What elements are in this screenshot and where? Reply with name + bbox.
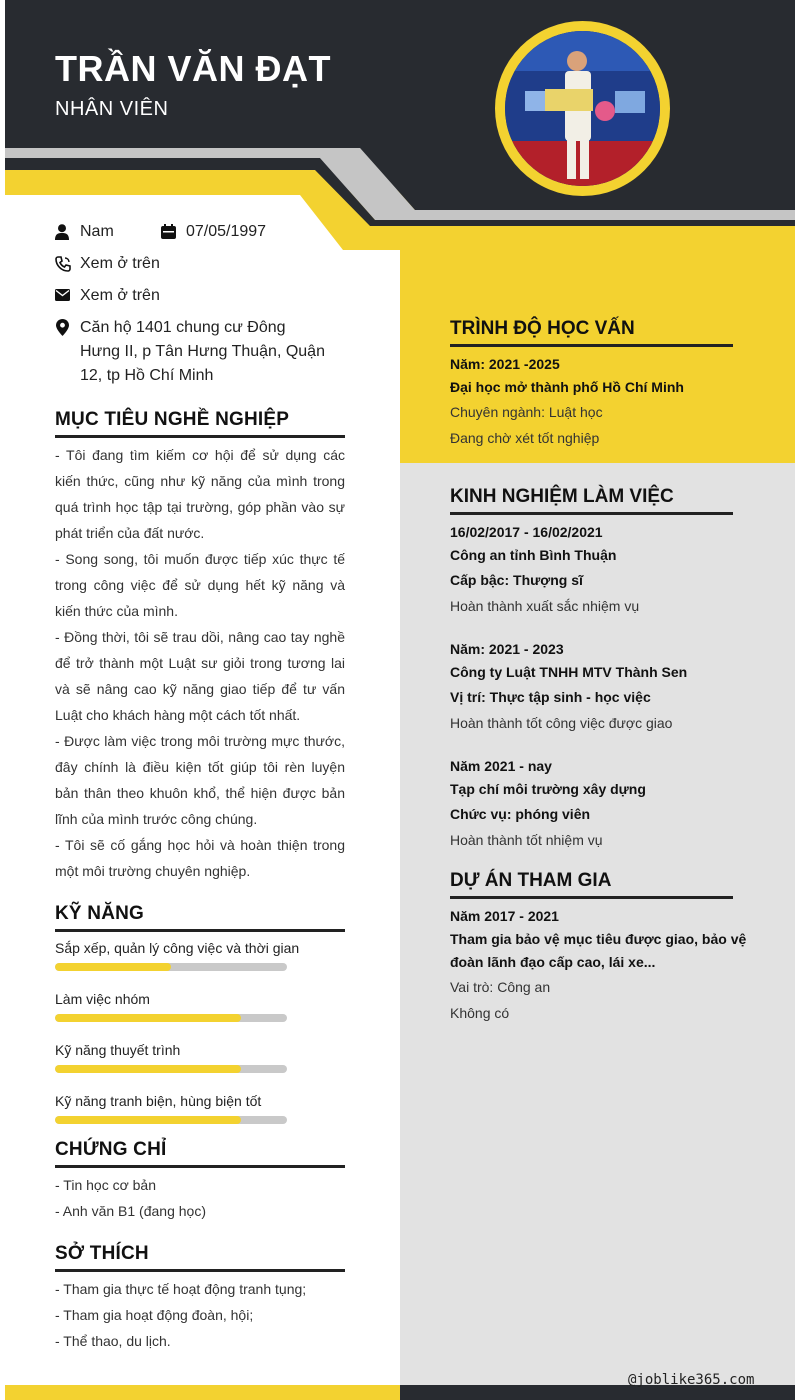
address-line-3: 12, tp Hồ Chí Minh: [80, 367, 214, 384]
objective-paragraph: - Song song, tôi muốn được tiếp xúc thực tế trong công việc để sử dụng hết kỹ năng và kiến thức của mình.: [55, 551, 345, 619]
experience-desc: Hoàn thành tốt nhiệm vụ: [450, 832, 603, 848]
hobby-item: - Thể thao, du lịch.: [55, 1333, 171, 1349]
address-line-2: Hưng II, p Tân Hưng Thuận, Quận: [80, 343, 325, 360]
project-extra: Không có: [450, 1005, 510, 1021]
objective-paragraph: - Được làm việc trong môi trường mực thước, đây chính là điều kiện tốt giúp tôi rèn luyện bản thân theo khuôn khổ, thể hiện được bản lĩnh của mình trước công chúng.: [55, 733, 345, 827]
address-value: [80, 316, 345, 388]
skill-bar: [55, 1065, 287, 1073]
education-major: Chuyên ngành: Luật học: [450, 404, 603, 420]
hobbies-title: SỞ THÍCH: [55, 1243, 345, 1272]
experience-position: Vị trí: Thực tập sinh - học việc: [450, 689, 651, 705]
hobbies-section: [55, 1243, 345, 1354]
education-school: Đại học mở thành phố Hồ Chí Minh: [450, 379, 684, 395]
experience-org: Công ty Luật TNHH MTV Thành Sen: [450, 664, 688, 680]
education-section: [450, 318, 770, 451]
education-period: Năm: 2021 -2025: [450, 356, 560, 372]
skill-name: Làm việc nhóm: [55, 991, 150, 1007]
skill-bar-fill: [55, 1116, 241, 1124]
experience-desc: Hoàn thành xuất sắc nhiệm vụ: [450, 598, 640, 614]
gender-value: Nam: [80, 223, 114, 240]
avatar: [495, 21, 670, 196]
experience-period: Năm 2021 - nay: [450, 758, 552, 774]
mail-icon: [55, 289, 71, 305]
objective-section: [55, 409, 345, 884]
experience-title: KINH NGHIỆM LÀM VIỆC: [450, 486, 733, 515]
experience-period: 16/02/2017 - 16/02/2021: [450, 524, 603, 540]
projects-title: DỰ ÁN THAM GIA: [450, 870, 733, 899]
avatar-illustration: [505, 31, 660, 186]
phone-value: Xem ở trên: [80, 255, 160, 272]
certificate-item: - Tin học cơ bản: [55, 1177, 157, 1193]
watermark: @joblike365.com: [628, 1372, 755, 1388]
hobby-item: - Tham gia thực tế hoạt động tranh tụng;: [55, 1281, 307, 1297]
project-period: Năm 2017 - 2021: [450, 908, 559, 924]
email-value: Xem ở trên: [80, 287, 160, 304]
experience-item: [450, 521, 770, 619]
calendar-icon: [161, 224, 177, 240]
skill-bar: [55, 1116, 287, 1124]
experience-org: Tạp chí môi trường xây dựng: [450, 781, 646, 797]
skill-name: Kỹ năng thuyết trình: [55, 1042, 181, 1058]
experience-org: Công an tỉnh Bình Thuận: [450, 547, 617, 563]
projects-section: [450, 870, 770, 1026]
objective-paragraph: - Tôi sẽ cố gắng học hỏi và hoàn thiện trong một môi trường chuyên nghiệp.: [55, 837, 345, 879]
skill-bar-fill: [55, 1065, 241, 1073]
experience-position: Chức vụ: phóng viên: [450, 806, 591, 822]
certificates-title: CHỨNG CHỈ: [55, 1139, 345, 1168]
skill-bar: [55, 1014, 287, 1022]
avatar-photo: [505, 31, 660, 186]
experience-item: [450, 755, 770, 853]
candidate-name: TRẦN VĂN ĐẠT: [55, 48, 331, 89]
experience-section: [450, 486, 770, 853]
user-icon: [55, 224, 71, 240]
location-pin-icon: [56, 319, 72, 335]
birthday-value: 07/05/1997: [186, 223, 267, 240]
skill-name: Sắp xếp, quản lý công việc và thời gian: [55, 940, 300, 956]
address-line-1: Căn hộ 1401 chung cư Đông: [80, 319, 286, 336]
skill-bar-fill: [55, 1014, 241, 1022]
skills-title: KỸ NĂNG: [55, 903, 345, 932]
skill-name: Kỹ năng tranh biện, hùng biện tốt: [55, 1093, 262, 1109]
experience-position: Cấp bậc: Thượng sĩ: [450, 572, 583, 588]
experience-item: [450, 638, 770, 736]
certificate-item: - Anh văn B1 (đang học): [55, 1203, 206, 1219]
cv-page: [5, 0, 795, 1400]
phone-icon: [55, 256, 71, 272]
project-role: Vai trò: Công an: [450, 979, 551, 995]
experience-period: Năm: 2021 - 2023: [450, 641, 564, 657]
certificates-section: [55, 1139, 345, 1224]
objective-title: MỤC TIÊU NGHỀ NGHIỆP: [55, 409, 345, 438]
objective-paragraph: - Đồng thời, tôi sẽ trau dồi, nâng cao tay nghề để trở thành một Luật sư giỏi trong tương lai và sẽ nâng cao kỹ năng giao tiếp để tư vấn Luật cho khách hàng một cách tốt nhất.: [55, 629, 345, 723]
hobby-item: - Tham gia hoạt động đoàn, hội;: [55, 1307, 254, 1323]
skill-bar-fill: [55, 963, 171, 971]
education-status: Đang chờ xét tốt nghiệp: [450, 430, 600, 446]
skills-section: [55, 903, 345, 1142]
skill-bar: [55, 963, 287, 971]
footer-yellow-bar: [5, 1385, 400, 1400]
objective-paragraph: - Tôi đang tìm kiếm cơ hội để sử dụng các kiến thức, cũng như kỹ năng của mình trong quá trình học tập tại trường, góp phần vào sự phát triển của đất nước.: [55, 447, 345, 541]
candidate-role: NHÂN VIÊN: [55, 98, 169, 120]
education-title: TRÌNH ĐỘ HỌC VẤN: [450, 318, 733, 347]
experience-desc: Hoàn thành tốt công việc được giao: [450, 715, 673, 731]
project-name: Tham gia bảo vệ mục tiêu được giao, bảo vệ đoàn lãnh đạo cấp cao, lái xe...: [450, 931, 747, 970]
